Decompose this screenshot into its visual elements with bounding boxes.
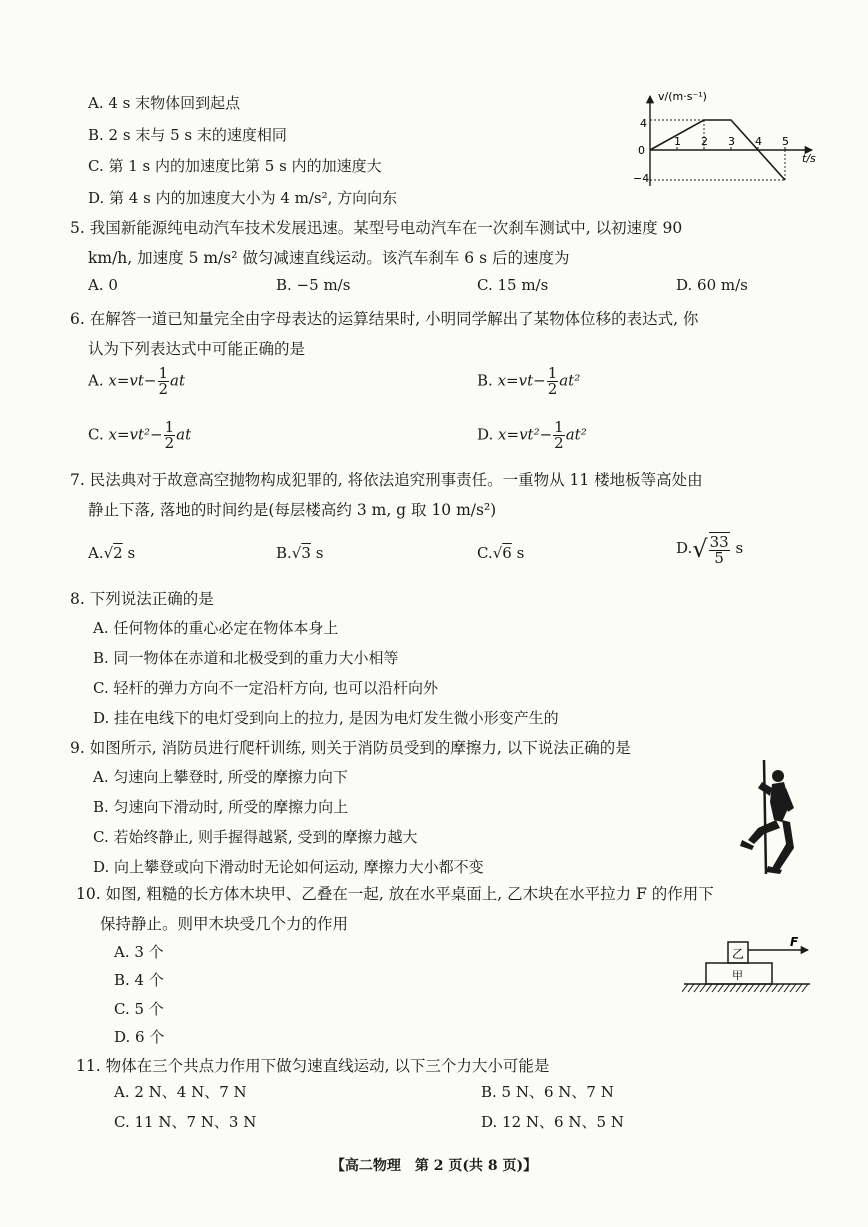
q9-option-b: B. 匀速向下滑动时, 所受的摩擦力向上 [93, 798, 349, 816]
ground-hatch-line [742, 984, 748, 992]
q10-option-d: D. 6 个 [114, 1028, 165, 1046]
ground-hatch-line [760, 984, 766, 992]
ground-hatch-line [724, 984, 730, 992]
q7-option-a: A.√2 s [88, 544, 136, 562]
q6-option-a: A. x=vt− $\frac{1}{2}$ at [88, 364, 186, 398]
graph-origin: 0 [638, 144, 645, 157]
q6-stem-line2: 认为下列表达式中可能正确的是 [88, 340, 306, 358]
ground-hatch-line [790, 984, 796, 992]
ground-hatch-line [718, 984, 724, 992]
ground-hatch-line [784, 984, 790, 992]
graph-x-tick-label: 5 [782, 135, 789, 148]
q7-option-d: D.√ $\frac{33}{5}$ s [676, 533, 744, 567]
q4-option-c: C. 第 1 s 内的加速度比第 5 s 内的加速度大 [88, 157, 382, 175]
q10-stem-line1: 10. 如图, 粗糙的长方体木块甲、乙叠在一起, 放在水平桌面上, 乙木块在水平拉力 F 的作用下 [76, 885, 714, 903]
graph-x-label: t/s [802, 152, 816, 165]
q10-stem-line2: 保持静止。则甲木块受几个力的作用 [100, 915, 349, 933]
ground-hatch-line [694, 984, 700, 992]
q8-option-c: C. 轻杆的弹力方向不一定沿杆方向, 也可以沿杆向外 [93, 679, 439, 697]
stacked-blocks-figure [682, 932, 816, 996]
q11-option-c: C. 11 N、7 N、3 N [114, 1113, 257, 1131]
ground-hatch-line [766, 984, 772, 992]
ground-hatch-line [754, 984, 760, 992]
q6-stem-line1: 6. 在解答一道已知量完全由字母表达的运算结果时, 小明同学解出了某物体位移的表达式, 你 [70, 310, 699, 328]
q5-option-c: C. 15 m/s [477, 276, 549, 294]
q5-option-a: A. 0 [88, 276, 118, 294]
q6-option-d: D. x=vt²− $\frac{1}{2}$ at² [477, 418, 587, 452]
ground-hatch-line [772, 984, 778, 992]
graph-y-label: v/(m·s⁻¹) [658, 90, 707, 103]
graph-y-tick-neg4: −4 [633, 172, 650, 185]
ground-hatch-line [796, 984, 802, 992]
q9-stem: 9. 如图所示, 消防员进行爬杆训练, 则关于消防员受到的摩擦力, 以下说法正确的是 [70, 739, 631, 757]
ground-hatch-line [700, 984, 706, 992]
velocity-time-graph [620, 84, 820, 190]
q9-option-d: D. 向上攀登或向下滑动时无论如何运动, 摩擦力大小都不变 [93, 858, 484, 876]
q5-option-b: B. −5 m/s [276, 276, 351, 294]
q9-option-a: A. 匀速向上攀登时, 所受的摩擦力向下 [93, 768, 348, 786]
q7-stem-line2: 静止下落, 落地的时间约是(每层楼高约 3 m, g 取 10 m/s²) [88, 501, 497, 519]
q6-option-c: C. x=vt²− $\frac{1}{2}$ at [88, 418, 192, 452]
q11-stem: 11. 物体在三个共点力作用下做匀速直线运动, 以下三个力大小可能是 [76, 1057, 550, 1075]
force-label: F [790, 935, 799, 949]
q7-option-b: B.√3 s [276, 544, 324, 562]
graph-x-tick-label: 1 [674, 135, 681, 148]
ground-hatch-line [802, 984, 808, 992]
graph-x-tick-label: 4 [755, 135, 762, 148]
q7-stem-line1: 7. 民法典对于故意高空抛物构成犯罪的, 将依法追究刑事责任。一重物从 11 楼地板等高处由 [70, 471, 703, 489]
q7-option-c: C.√6 s [477, 544, 525, 562]
page-footer: 【高二物理 第 2 页(共 8 页)】 [330, 1158, 538, 1174]
q5-option-d: D. 60 m/s [676, 276, 748, 294]
q8-option-b: B. 同一物体在赤道和北极受到的重力大小相等 [93, 649, 399, 667]
q6-option-b: B. x=vt− $\frac{1}{2}$ at² [477, 364, 581, 398]
ground-hatch-line [778, 984, 784, 992]
q4-option-b: B. 2 s 末与 5 s 末的速度相同 [88, 126, 287, 144]
ground-hatch-line [748, 984, 754, 992]
q10-option-b: B. 4 个 [114, 971, 164, 989]
q4-option-d: D. 第 4 s 内的加速度大小为 4 m/s², 方向向东 [88, 189, 398, 207]
q8-option-d: D. 挂在电线下的电灯受到向上的拉力, 是因为电灯发生微小形变产生的 [93, 709, 559, 727]
q5-stem-line1: 5. 我国新能源纯电动汽车技术发展迅速。某型号电动汽车在一次刹车测试中, 以初速度 90 [70, 219, 683, 237]
q4-option-a: A. 4 s 末物体回到起点 [88, 94, 241, 112]
graph-x-tick-label: 3 [728, 135, 735, 148]
ground-hatch-line [730, 984, 736, 992]
graph-y-tick-4: 4 [640, 117, 647, 130]
ground-hatch-line [682, 984, 688, 992]
q10-option-a: A. 3 个 [114, 943, 164, 961]
block-jia-label: 甲 [732, 969, 743, 982]
q9-option-c: C. 若始终静止, 则手握得越紧, 受到的摩擦力越大 [93, 828, 418, 846]
q5-stem-line2: km/h, 加速度 5 m/s² 做匀减速直线运动。该汽车刹车 6 s 后的速度为 [88, 249, 570, 267]
ground-hatch-line [736, 984, 742, 992]
ground-hatch-line [688, 984, 694, 992]
firefighter-climbing-figure [728, 758, 804, 876]
q11-option-b: B. 5 N、6 N、7 N [481, 1083, 614, 1101]
block-yi-label: 乙 [732, 947, 745, 961]
q8-stem: 8. 下列说法正确的是 [70, 590, 214, 608]
q11-option-a: A. 2 N、4 N、7 N [114, 1083, 247, 1101]
q10-option-c: C. 5 个 [114, 1000, 164, 1018]
q8-option-a: A. 任何物体的重心必定在物体本身上 [93, 619, 339, 637]
graph-x-tick-label: 2 [701, 135, 708, 148]
ground-hatch-line [712, 984, 718, 992]
ground-hatch-line [706, 984, 712, 992]
q11-option-d: D. 12 N、6 N、5 N [481, 1113, 624, 1131]
